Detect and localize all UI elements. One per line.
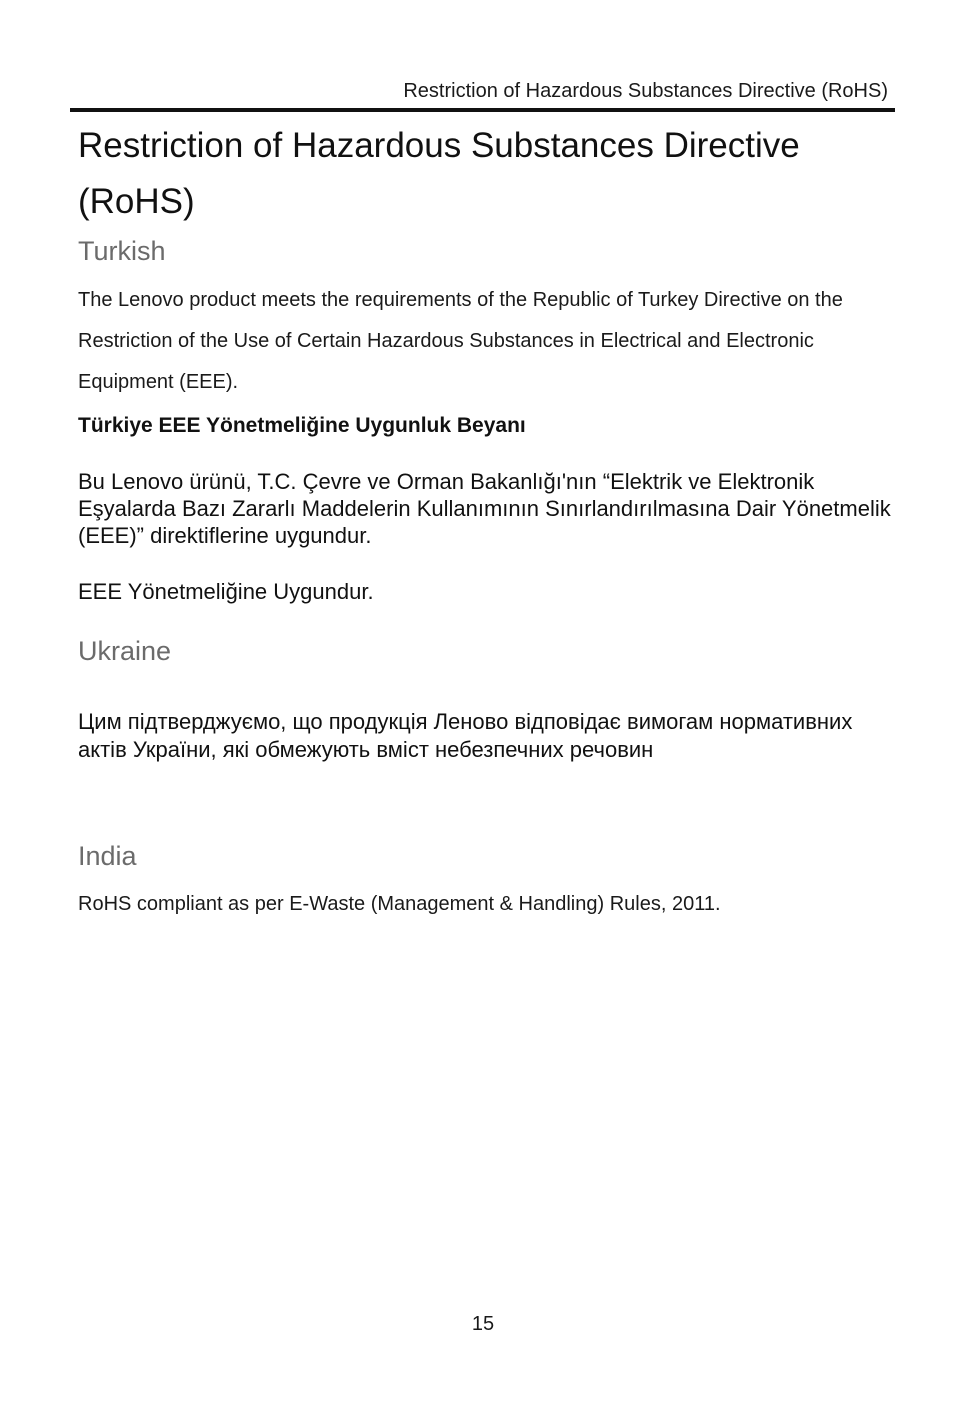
india-body-text: RoHS compliant as per E-Waste (Management & Handling) Rules, 2011. bbox=[78, 893, 721, 915]
turkish-subheading: Türkiye EEE Yönetmeliğine Uygunluk Beyanı bbox=[78, 414, 526, 437]
turkish-compliance: EEE Yönetmeliğine Uygundur. bbox=[78, 579, 374, 604]
page-number: 15 bbox=[471, 1313, 495, 1335]
running-header: Restriction of Hazardous Substances Directive (RoHS) bbox=[403, 80, 888, 102]
ukraine-declaration: Цим підтверджуємо, що продукція Леново відповідає вимогам нормативних актів України, які обмежують вміст небезпечних речовин bbox=[78, 709, 853, 762]
section-heading-india: India bbox=[78, 841, 137, 871]
page-title: Restriction of Hazardous Substances Directive (RoHS) bbox=[78, 126, 800, 221]
section-heading-ukraine: Ukraine bbox=[78, 636, 172, 666]
turkish-body-text: The Lenovo product meets the requirements of the Republic of Turkey Directive on the Restriction of the Use of Certain Hazardous Substances in Electrical and Electronic Equipment (EEE). bbox=[78, 289, 843, 393]
header-rule bbox=[70, 108, 895, 112]
section-heading-turkish: Turkish bbox=[78, 236, 166, 266]
turkish-declaration: Bu Lenovo ürünü, T.C. Çevre ve Orman Bakanlığı'nın “Elektrik ve Elektronik Eşyalarda Bazı Zararlı Maddelerin Kullanımının Sınırlandırılmasına Dair Yönetmelik (EEE)” direktiflerine uygundur. bbox=[78, 469, 891, 548]
